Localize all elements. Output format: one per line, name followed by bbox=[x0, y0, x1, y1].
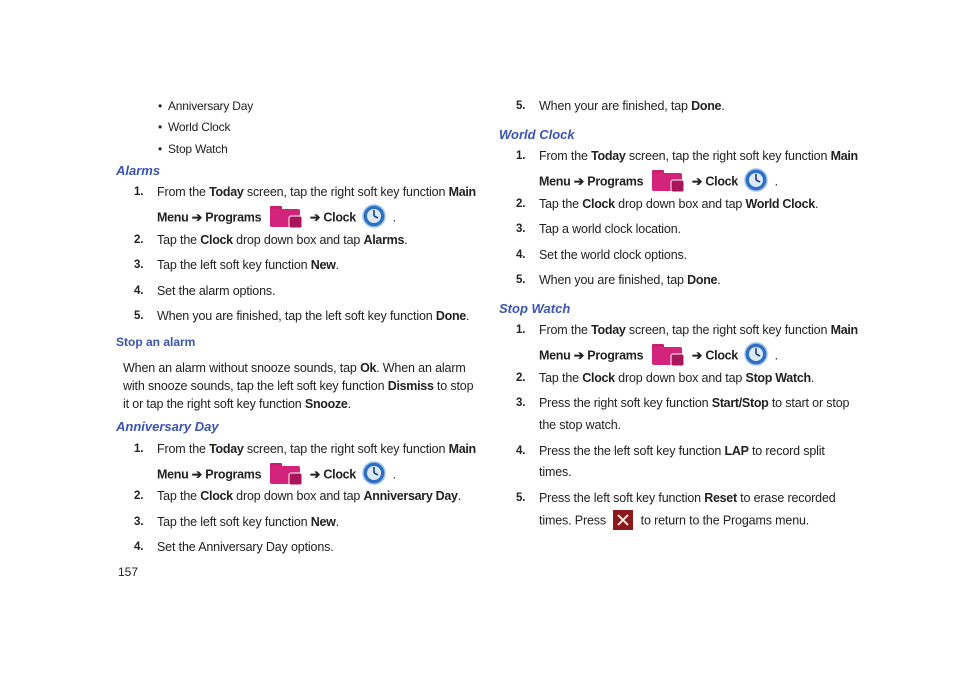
step-text-line2 bbox=[157, 205, 396, 231]
programs-folder-icon bbox=[651, 167, 685, 193]
text: times. Press bbox=[539, 513, 606, 528]
programs-folder-icon bbox=[269, 460, 303, 486]
bold-text: World Clock bbox=[745, 197, 815, 211]
text: . bbox=[392, 210, 396, 225]
bold-text: Menu bbox=[157, 467, 189, 482]
clock-icon bbox=[744, 342, 768, 366]
bold-text: Dismiss bbox=[387, 379, 434, 393]
text: From the bbox=[539, 323, 588, 337]
programs-folder-icon bbox=[269, 203, 303, 229]
text: Tap the bbox=[157, 233, 197, 247]
bold-text: Clock bbox=[200, 233, 233, 247]
paragraph-line bbox=[123, 359, 473, 377]
step-number: 1. bbox=[134, 186, 144, 198]
text: drop down box and tap bbox=[618, 197, 743, 211]
bold-text: Clock bbox=[582, 197, 615, 211]
bold-text: Today bbox=[591, 149, 626, 163]
step-text-line2 bbox=[539, 511, 809, 531]
bold-text: Today bbox=[591, 323, 626, 337]
arrow: ➔ bbox=[309, 210, 321, 225]
arrow: ➔ bbox=[573, 174, 584, 189]
bold-text: Clock bbox=[705, 348, 738, 363]
arrow: ➔ bbox=[691, 348, 703, 363]
bullet-item: • Stop Watch bbox=[158, 142, 228, 156]
text: From the bbox=[157, 185, 206, 199]
text: When you are finished, tap bbox=[539, 273, 684, 287]
step-number: 1. bbox=[134, 443, 144, 455]
text: From the bbox=[157, 442, 206, 456]
bold-text: Clock bbox=[200, 489, 233, 503]
text: . When an alarm bbox=[376, 361, 466, 375]
text: Tap the left soft key function bbox=[157, 258, 308, 272]
text: screen, tap the right soft key function bbox=[246, 185, 446, 199]
step-number: 4. bbox=[134, 541, 144, 553]
programs-folder-icon bbox=[651, 341, 685, 367]
step-number: 2. bbox=[134, 490, 144, 502]
bold-text: Clock bbox=[705, 174, 738, 189]
text: Tap the bbox=[539, 371, 579, 385]
bold-text: Reset bbox=[704, 491, 737, 505]
step-number: 4. bbox=[516, 445, 526, 457]
text: . bbox=[774, 174, 778, 189]
bold-text: Clock bbox=[323, 210, 356, 225]
step-number: 3. bbox=[134, 259, 144, 271]
step-number: 2. bbox=[516, 372, 526, 384]
bold-text: Anniversary Day bbox=[363, 489, 458, 503]
bold-text: Clock bbox=[323, 467, 356, 482]
arrow: ➔ bbox=[191, 467, 202, 482]
paragraph-line bbox=[123, 395, 473, 413]
step-number: 1. bbox=[516, 324, 526, 336]
text: . bbox=[721, 99, 725, 113]
arrow: ➔ bbox=[309, 467, 321, 482]
text: drop down box and tap bbox=[236, 489, 361, 503]
bold-text: Snooze bbox=[304, 397, 348, 411]
text: drop down box and tap bbox=[236, 233, 361, 247]
text: . bbox=[465, 309, 470, 323]
close-x-icon bbox=[613, 510, 633, 530]
step-text bbox=[157, 309, 469, 323]
step-text bbox=[157, 442, 476, 456]
text: to return to the Progams menu. bbox=[640, 513, 810, 528]
stop-alarm-paragraph bbox=[123, 359, 473, 413]
clock-icon bbox=[744, 168, 768, 192]
step-number: 5. bbox=[516, 100, 526, 112]
step-text bbox=[539, 197, 818, 211]
text: Press the right soft key function bbox=[539, 396, 709, 410]
stop-watch-heading: Stop Watch bbox=[499, 301, 571, 316]
bold-text: Alarms bbox=[363, 233, 405, 247]
step-number: 3. bbox=[134, 516, 144, 528]
text: Press the the left soft key function bbox=[539, 444, 722, 458]
step-text: Set the alarm options. bbox=[157, 284, 276, 298]
bullet-text: Stop Watch bbox=[168, 142, 228, 156]
step-number: 2. bbox=[516, 198, 526, 210]
text: screen, tap the right soft key function bbox=[628, 323, 828, 337]
world-clock-heading: World Clock bbox=[499, 127, 575, 142]
step-text bbox=[539, 149, 858, 163]
bold-text: Main bbox=[448, 185, 476, 199]
step-text bbox=[157, 258, 339, 272]
text: it or tap the right soft key function bbox=[123, 397, 302, 411]
text: Press the left soft key function bbox=[539, 491, 701, 505]
text: to stop bbox=[436, 379, 474, 393]
bold-text: Done bbox=[435, 309, 466, 323]
bold-text: Programs bbox=[205, 210, 262, 225]
clock-icon bbox=[362, 204, 386, 228]
bold-text: Today bbox=[209, 185, 244, 199]
bold-text: Main bbox=[830, 149, 858, 163]
stop-alarm-heading: Stop an alarm bbox=[116, 335, 196, 349]
text: . bbox=[774, 348, 778, 363]
step-text bbox=[539, 491, 836, 505]
step-text bbox=[539, 273, 721, 287]
bold-text: Programs bbox=[587, 174, 644, 189]
text: . bbox=[457, 489, 462, 503]
page-number: 157 bbox=[118, 565, 139, 579]
step-number: 3. bbox=[516, 223, 526, 235]
text: with snooze sounds, tap the left soft key function bbox=[123, 379, 385, 393]
step-number: 4. bbox=[134, 285, 144, 297]
step-text-line2 bbox=[157, 462, 396, 488]
bold-text: Menu bbox=[539, 174, 571, 189]
step-text bbox=[157, 489, 461, 503]
text: . bbox=[404, 233, 408, 247]
text: . bbox=[335, 258, 339, 272]
bullet-item: • World Clock bbox=[158, 120, 231, 134]
text: Tap the bbox=[157, 489, 197, 503]
text: When an alarm without snooze sounds, tap bbox=[123, 361, 357, 375]
step-text-line2 bbox=[539, 169, 778, 195]
text: to record split bbox=[751, 444, 825, 458]
bold-text: LAP bbox=[724, 444, 749, 458]
step-number: 5. bbox=[134, 310, 144, 322]
step-text bbox=[539, 371, 814, 385]
text: screen, tap the right soft key function bbox=[246, 442, 446, 456]
bold-text: Done bbox=[691, 99, 722, 113]
step-text: Set the Anniversary Day options. bbox=[157, 540, 334, 554]
text: . bbox=[717, 273, 721, 287]
bold-text: Programs bbox=[587, 348, 644, 363]
step-text: Tap a world clock location. bbox=[539, 222, 681, 236]
text: . bbox=[347, 397, 351, 411]
text: . bbox=[392, 467, 396, 482]
text: screen, tap the right soft key function bbox=[628, 149, 828, 163]
text: When you are finished, tap the left soft key function bbox=[157, 309, 433, 323]
step-text bbox=[539, 396, 849, 410]
text: to start or stop bbox=[771, 396, 850, 410]
text: Tap the bbox=[539, 197, 579, 211]
step-text bbox=[539, 444, 825, 458]
step-text-line2: the stop watch. bbox=[539, 418, 621, 432]
bold-text: Menu bbox=[157, 210, 189, 225]
bullet-text: Anniversary Day bbox=[168, 99, 254, 113]
clock-icon bbox=[362, 461, 386, 485]
text: . bbox=[810, 371, 815, 385]
step-text bbox=[539, 99, 725, 113]
anniversary-heading: Anniversary Day bbox=[116, 419, 219, 434]
step-number: 2. bbox=[134, 234, 144, 246]
bold-text: Ok bbox=[360, 361, 377, 375]
arrow: ➔ bbox=[573, 348, 584, 363]
text: . bbox=[814, 197, 819, 211]
alarms-heading: Alarms bbox=[116, 163, 161, 178]
bold-text: Today bbox=[209, 442, 244, 456]
bold-text: Clock bbox=[582, 371, 615, 385]
bold-text: Programs bbox=[205, 467, 262, 482]
step-number: 4. bbox=[516, 249, 526, 261]
arrow: ➔ bbox=[191, 210, 202, 225]
step-number: 5. bbox=[516, 274, 526, 286]
step-number: 1. bbox=[516, 150, 526, 162]
step-text-line2: times. bbox=[539, 465, 572, 479]
bold-text: Menu bbox=[539, 348, 571, 363]
text: . bbox=[335, 515, 339, 529]
arrow: ➔ bbox=[691, 174, 703, 189]
text: drop down box and tap bbox=[618, 371, 743, 385]
paragraph-line bbox=[123, 377, 473, 395]
bold-text: Stop Watch bbox=[745, 371, 811, 385]
bold-text: Done bbox=[687, 273, 718, 287]
text: When your are finished, tap bbox=[539, 99, 688, 113]
step-text: Set the world clock options. bbox=[539, 248, 687, 262]
bold-text: Start/Stop bbox=[711, 396, 769, 410]
step-text bbox=[539, 323, 858, 337]
bold-text: New bbox=[310, 515, 336, 529]
text: to erase recorded bbox=[740, 491, 836, 505]
bold-text: New bbox=[310, 258, 336, 272]
step-text-line2 bbox=[539, 343, 778, 369]
step-text bbox=[157, 233, 407, 247]
step-text bbox=[157, 185, 476, 199]
step-number: 3. bbox=[516, 397, 526, 409]
step-number: 5. bbox=[516, 492, 526, 504]
text: From the bbox=[539, 149, 588, 163]
bold-text: Main bbox=[830, 323, 858, 337]
bullet-item: • Anniversary Day bbox=[158, 99, 254, 113]
bullet-text: World Clock bbox=[168, 120, 231, 134]
step-text bbox=[157, 515, 339, 529]
bold-text: Main bbox=[448, 442, 476, 456]
text: Tap the left soft key function bbox=[157, 515, 308, 529]
